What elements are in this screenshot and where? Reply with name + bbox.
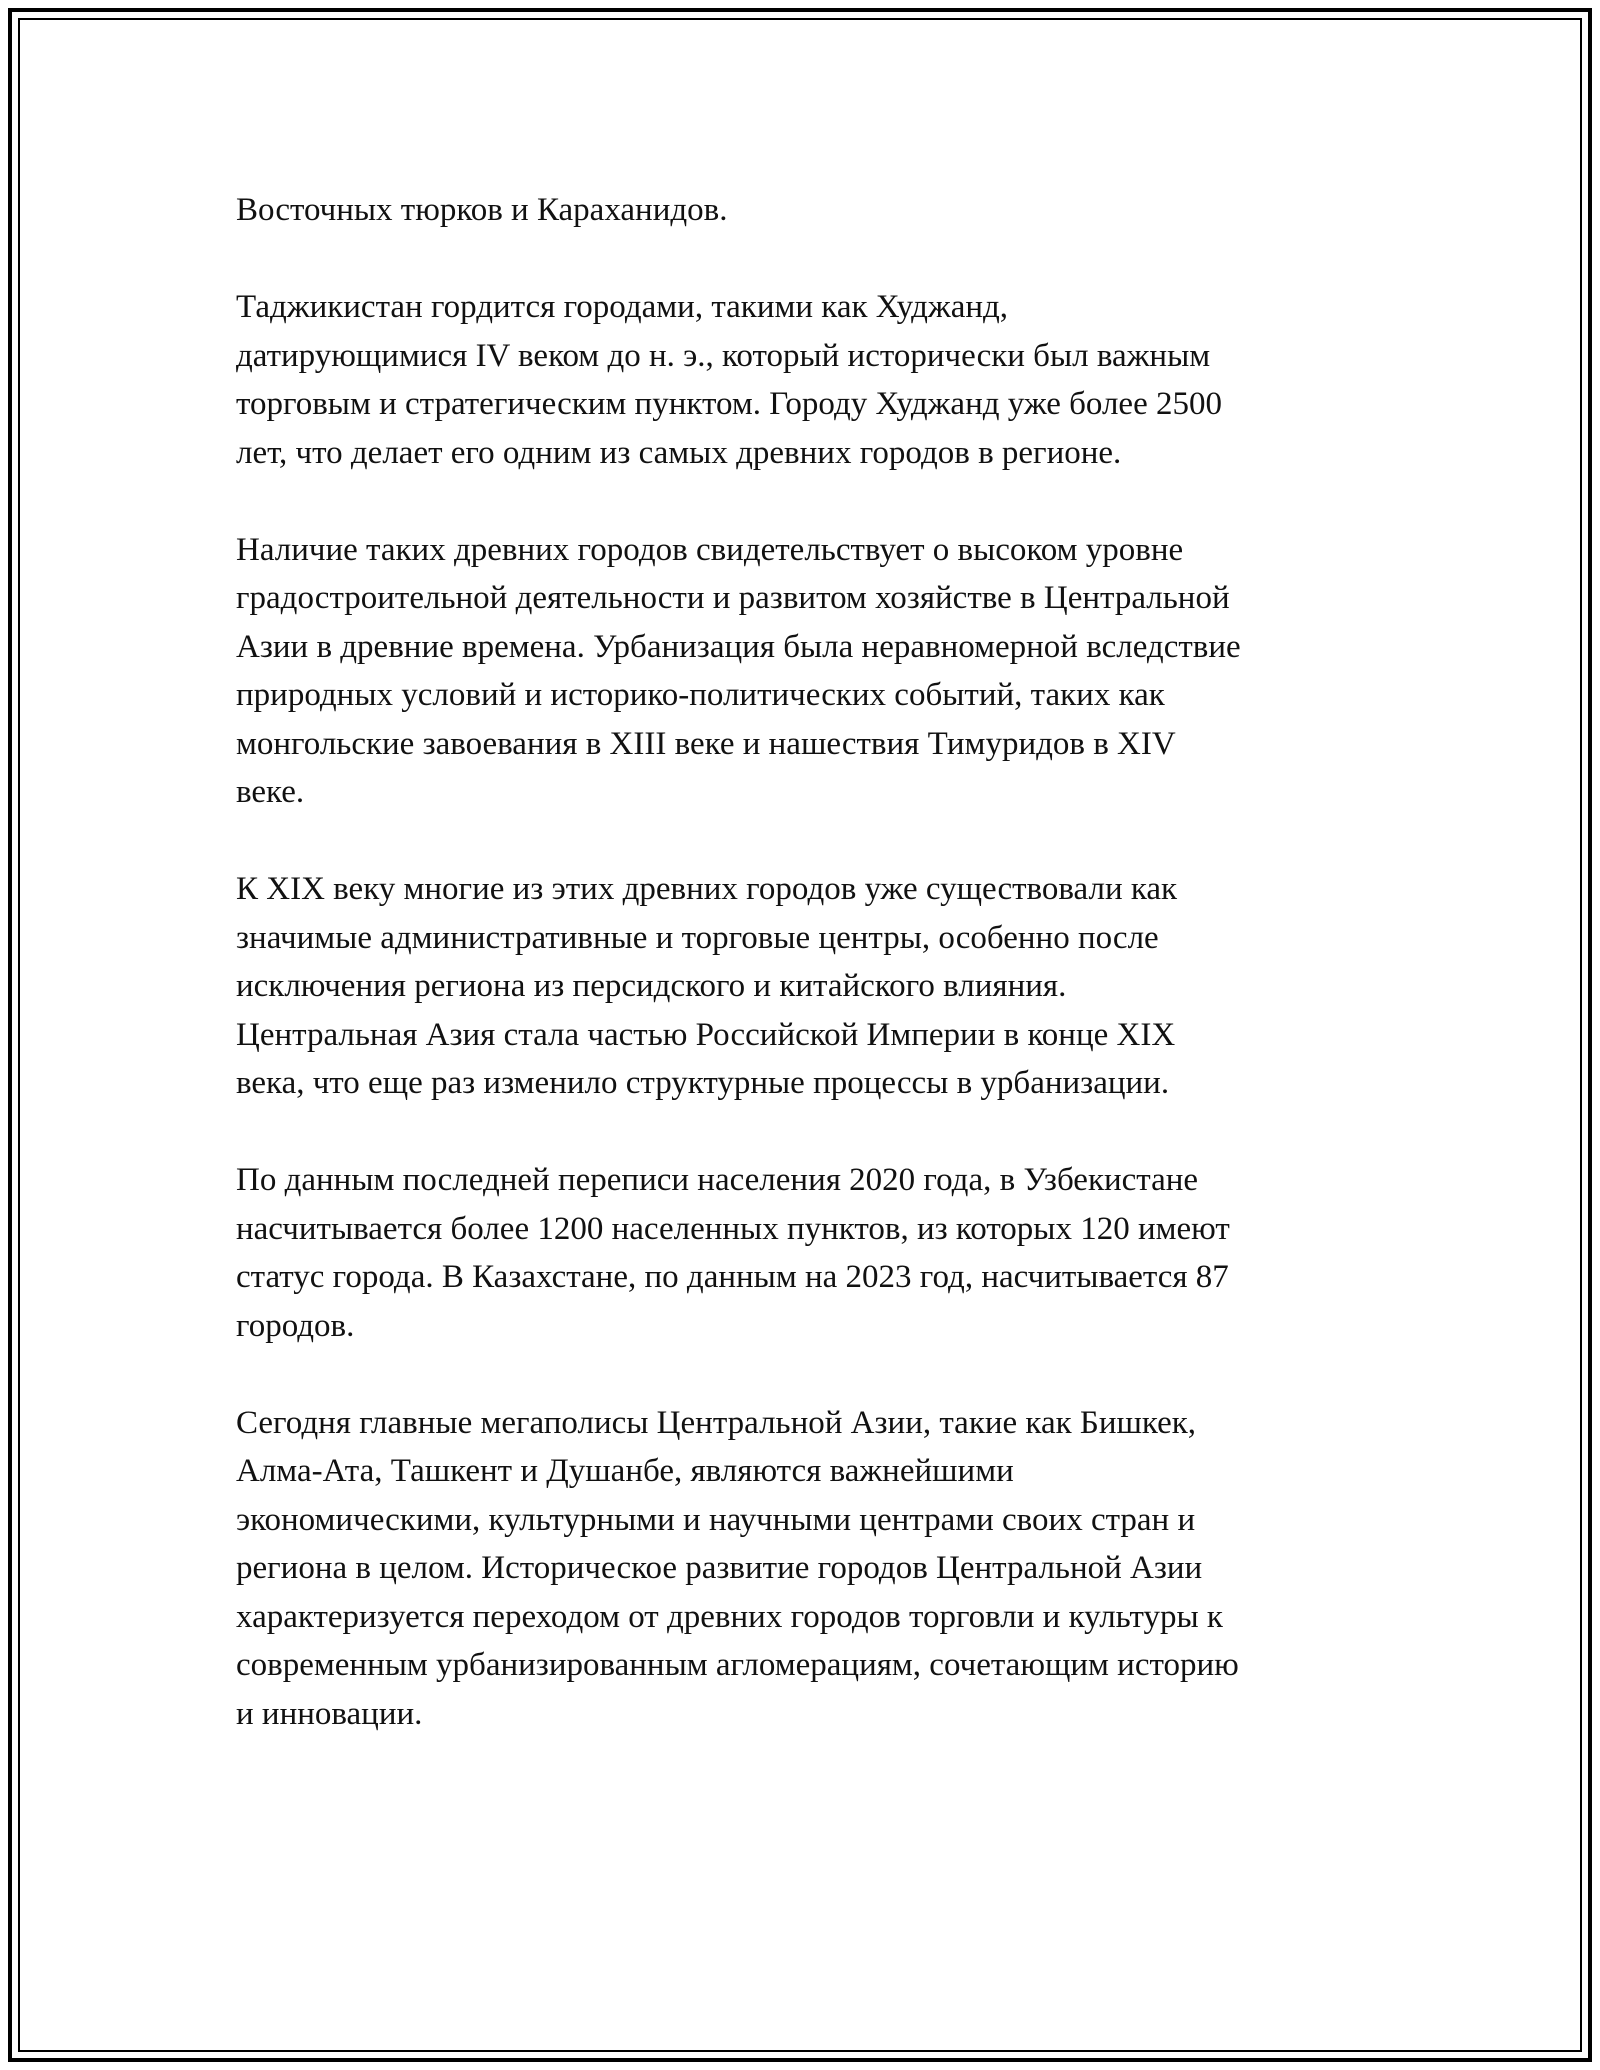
paragraph-6 [236, 1399, 1386, 1739]
text-line: лет, что делает его одним из самых древних городов в регионе. [236, 434, 1122, 471]
text-line: Азии в древние времена. Урбанизация была неравномерной вследствие [236, 628, 1241, 665]
text-line: природных условий и историко-политических событий, таких как [236, 677, 1165, 713]
text-line: Наличие таких древних городов свидетельствует о высоком уровне [236, 531, 1184, 568]
paragraph-2 [236, 283, 1386, 477]
text-line: Сегодня главные мегаполисы Центральной Азии, такие как Бишкек, [236, 1404, 1197, 1441]
text-line: датирующимися IV веком до н. э., который исторически был важным [236, 337, 1211, 374]
paragraph-3 [236, 526, 1386, 817]
text-line: региона в целом. Историческое развитие городов Центральной Азии [236, 1550, 1203, 1586]
text-line: Алма-Ата, Ташкент и Душанбе, являются важнейшими [236, 1453, 1014, 1489]
text-line: веке. [236, 774, 305, 810]
text-line: исключения региона из персидского и китайского влияния. [236, 968, 1067, 1004]
text-line: статус города. В Казахстане, по данным на 2023 год, насчитывается 87 [236, 1259, 1229, 1295]
text-line: характеризуется переходом от древних городов торговли и культуры к [236, 1598, 1223, 1635]
document-body [236, 186, 1386, 1787]
text-line: монгольские завоевания в XIII веке и нашествия Тимуридов в XIV [236, 725, 1176, 762]
text-line: экономическими, культурными и научными центрами своих стран и [236, 1501, 1196, 1538]
text-line: Центральная Азия стала частью Российской Империи в конце XIX [236, 1016, 1176, 1053]
text-line: градостроительной деятельности и развитом хозяйстве в Центральной [236, 580, 1230, 616]
paragraph-4 [236, 865, 1386, 1108]
text-line: торговым и стратегическим пунктом. Городу Худжанд уже более 2500 [236, 386, 1222, 422]
text-line: городов. [236, 1307, 355, 1344]
text-line: По данным последней переписи населения 2020 года, в Узбекистане [236, 1162, 1199, 1198]
text-line: К XIX веку многие из этих древних городов уже существовали как [236, 871, 1178, 907]
text-line: современным урбанизированным агломерациям, сочетающим историю [236, 1647, 1239, 1683]
text-line: значимые административные и торговые центры, особенно после [236, 919, 1159, 956]
text-line: века, что еще раз изменило структурные процессы в урбанизации. [236, 1065, 1170, 1101]
text-line: Таджикистан гордится городами, такими как Худжанд, [236, 289, 1009, 325]
text-line: Восточных тюрков и Караханидов. [236, 192, 728, 228]
paragraph-5 [236, 1156, 1386, 1350]
text-line: насчитывается более 1200 населенных пунктов, из которых 120 имеют [236, 1210, 1230, 1247]
paragraph-1 [236, 186, 1386, 235]
text-line: и инновации. [236, 1695, 423, 1732]
